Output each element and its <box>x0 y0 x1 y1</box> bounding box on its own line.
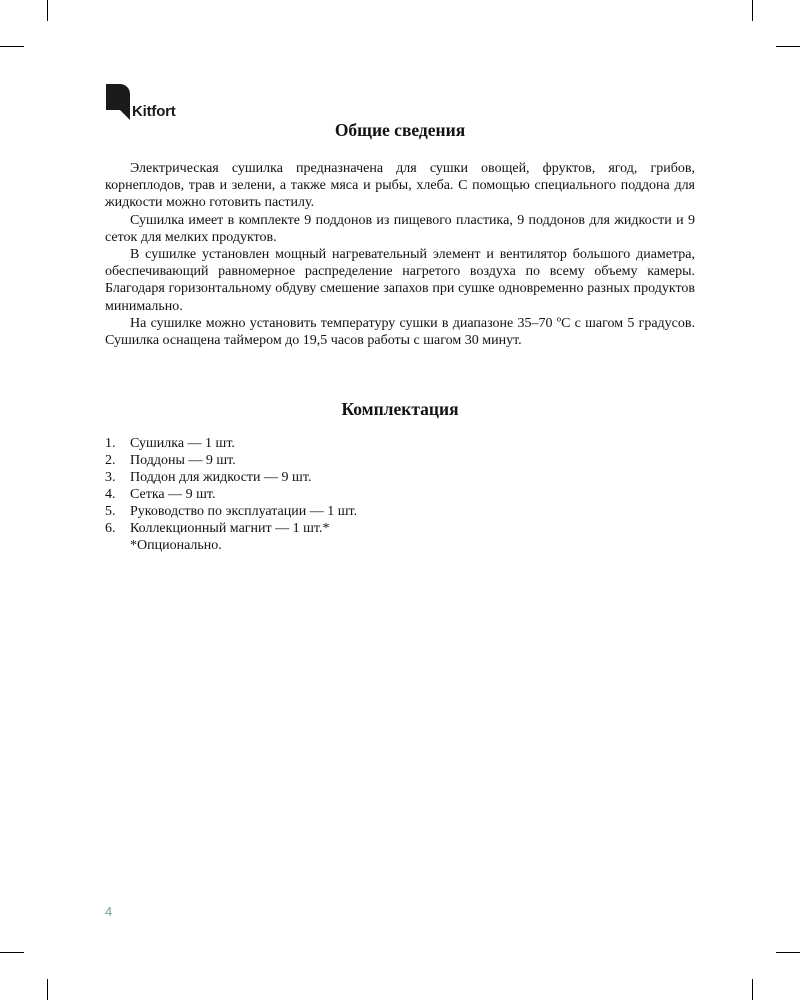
crop-mark-top-right <box>752 0 753 21</box>
list-item-number: 3. <box>105 470 116 486</box>
page-content <box>105 120 695 554</box>
list-item-text: Коллекционный магнит — 1 шт.* <box>130 521 330 537</box>
paragraph: Электрическая сушилка предназначена для сушки овощей, фруктов, ягод, грибов, корнеплодов, трав и зелени, а также мяса и рыбы, хлеба. С помощью специального поддона для жидкости можно готовить пастилу. <box>105 161 695 211</box>
crop-mark-right-bottom <box>776 952 800 953</box>
crop-mark-top-left <box>47 0 48 21</box>
paragraph: Сушилка имеет в комплекте 9 поддонов из пищевого пластика, 9 поддонов для жидкости и 9 сеток для мелких продуктов. <box>105 212 695 245</box>
crop-mark-left-top <box>0 46 24 47</box>
list-item-number: 1. <box>105 436 116 452</box>
list-item-number: 2. <box>105 453 116 469</box>
kitfort-logo-icon <box>106 84 130 120</box>
crop-mark-right-top <box>776 46 800 47</box>
paragraph: На сушилке можно установить температуру сушки в диапазоне 35–70 ºС с шагом 5 градусов. Сушилка оснащена таймером до 19,5 часов работы с шагом 30 минут. <box>105 315 695 349</box>
list-item-number: 5. <box>105 504 116 520</box>
section-title-kit: Комплектация <box>341 399 459 420</box>
crop-mark-bottom-right <box>752 979 753 1000</box>
list-item-text: Руководство по эксплуатации — 1 шт. <box>130 504 358 520</box>
section-title-general: Общие сведения <box>334 120 466 140</box>
general-info-body <box>105 160 695 349</box>
list-item-text: Поддоны — 9 шт. <box>130 453 236 469</box>
crop-mark-bottom-left <box>47 979 48 1000</box>
list-item-text: Сушилка — 1 шт. <box>130 436 235 452</box>
kit-list <box>105 435 695 537</box>
list-item <box>105 520 695 537</box>
list-item-number: 6. <box>105 521 116 537</box>
paragraph: В сушилке установлен мощный нагревательный элемент и вентилятор большого диаметра, обеспечивающий равномерное распределение нагретого воздуха по всему объему камеры. Благодаря горизонтальному обдуву смешение запахов при сушке одновременно разных продуктов минимально. <box>105 247 695 314</box>
brand-name: Kitfort <box>132 103 176 120</box>
list-item <box>105 469 695 486</box>
list-item-text: Поддон для жидкости — 9 шт. <box>130 470 312 486</box>
footnote: *Опционально. <box>130 538 222 554</box>
crop-mark-left-bottom <box>0 952 24 953</box>
list-item <box>105 452 695 469</box>
list-item <box>105 486 695 503</box>
list-item <box>105 503 695 520</box>
list-item <box>105 435 695 452</box>
list-item-number: 4. <box>105 487 116 503</box>
list-item-text: Сетка — 9 шт. <box>130 487 216 503</box>
page-number: 4 <box>105 904 113 919</box>
